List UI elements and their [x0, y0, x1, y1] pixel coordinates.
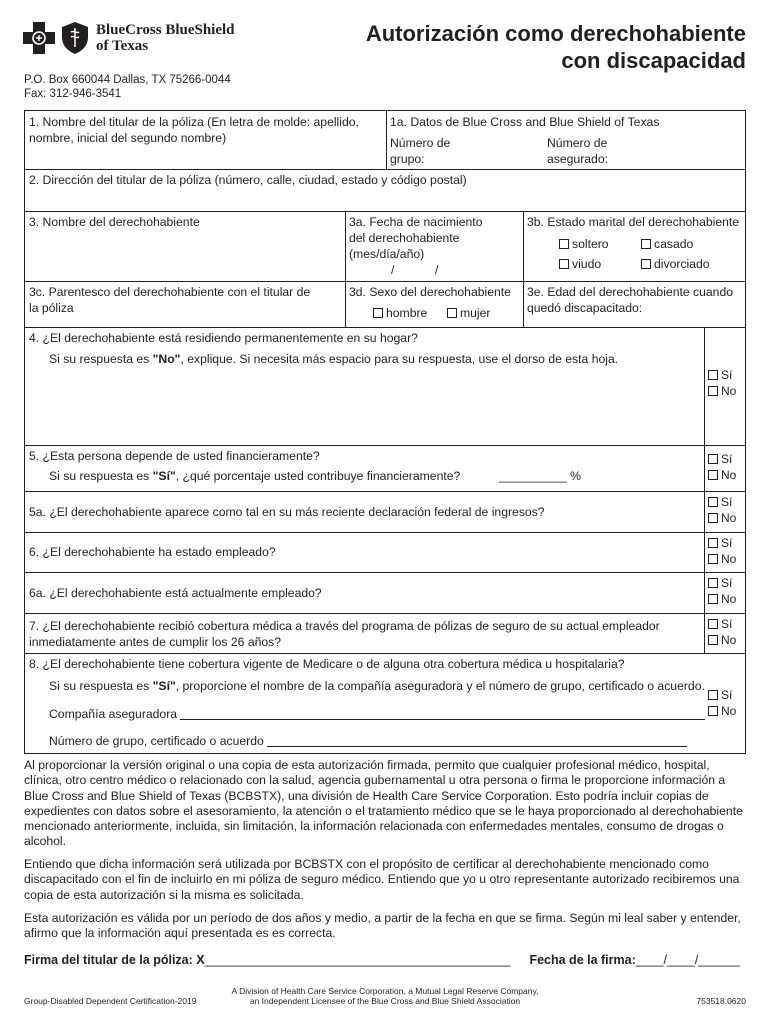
authorization-paragraph-1: Al proporcionar la versión original o una copia de esta autorización firmada, permito que cualquier profesional médico, hospital, clínica, otro centro médico o relacionado con la salud, agencia gubernamental u otra persona o firma le proporcione información a Blue Cross and Blue Shield of Texas (BCBSTX), una división de Health Care Service Corporation. Esto podría incluir copias de expedientes con datos sobre el asesoramiento, la atención o el tratamiento médico que se le haya proporcionado al derechohabiente mencionado anteriormente, incluida, sin limitación, la información relacionada con enfermedades mentales, consumo de drogas o alcohol.	[24, 758, 743, 849]
q7-yes-no[interactable]: Sí No	[708, 616, 736, 648]
checkbox-single[interactable]	[559, 239, 569, 249]
group-certificate-field[interactable]: Número de grupo, certificado o acuerdo	[45, 730, 705, 749]
option-divorced[interactable]	[637, 253, 710, 272]
question-8: 8. ¿El derechohabiente tiene cobertura vigente de Medicare o de alguna otra cobertura médica u hospitalaria?	[29, 657, 625, 671]
form-code: Group-Disabled Dependent Certification-2019	[24, 996, 197, 1006]
percentage-blank[interactable]: __________ %	[499, 469, 582, 483]
brand-line-2: of Texas	[96, 38, 149, 54]
option-widowed[interactable]	[555, 253, 601, 272]
company-disclaimer: A Division of Health Care Service Corporation, a Mutual Legal Reserve Company, an Independent Licensee of the Blue Cross and Blue Shield Association	[231, 986, 539, 1006]
question-5-percentage: Si su respuesta es "Sí", ¿qué porcentaje usted contribuye financieramente?	[49, 469, 461, 483]
form-table	[24, 110, 746, 754]
q7-yes-checkbox[interactable]	[708, 619, 718, 629]
authorization-paragraph-2: Entiendo que dicha información será utilizada por BCBSTX con el propósito de certificar al derechohabiente mencionado como discapacitado con el fin de incluirlo en mi póliza de seguro médico. Entiendo que yo u otro representante autorizado recibiremos una copia de esta autorización si la misma es solicitada.	[24, 857, 740, 902]
field-3-dependent-name[interactable]: 3. Nombre del derechohabiente	[29, 215, 200, 229]
question-7: 7. ¿El derechohabiente recibió cobertura médica a través del programa de pólizas de seguro de su actual empleador inmediatamente antes de cumplir los 26 años?	[29, 619, 660, 649]
date-line[interactable]: ____/____/______	[635, 953, 741, 967]
q6a-no-checkbox[interactable]	[708, 594, 718, 604]
document-number: 753518.0620	[696, 996, 746, 1006]
divorced-label: divorciado	[654, 257, 710, 271]
q6-no-checkbox[interactable]	[708, 554, 718, 564]
single-label: soltero	[572, 237, 609, 251]
blue-cross-icon	[22, 21, 56, 55]
date-label: Fecha de la firma:	[529, 953, 636, 967]
field-1a-bcbstx-data: 1a. Datos de Blue Cross and Blue Shield of Texas	[390, 115, 660, 129]
checkbox-male[interactable]	[373, 308, 383, 318]
male-label: hombre	[386, 306, 428, 320]
q8-yes-no[interactable]: Sí No	[708, 687, 736, 719]
question-5: 5. ¿Esta persona depende de usted financieramente?	[29, 449, 320, 463]
option-male[interactable]	[369, 302, 427, 321]
checkbox-female[interactable]	[447, 308, 457, 318]
option-female[interactable]	[443, 302, 490, 321]
q5-yes-no[interactable]: Sí No	[708, 451, 736, 483]
q6a-yes-no[interactable]: Sí No	[708, 575, 736, 607]
question-8-details: Si su respuesta es "Sí", proporcione el nombre de la compañía aseguradora y el número de grupo, certificado o acuerdo.	[49, 679, 705, 693]
female-label: mujer	[460, 306, 491, 320]
field-3c-relationship[interactable]: 3c. Parentesco del derechohabiente con el titular de la póliza	[29, 285, 311, 315]
q6-yes-no[interactable]: Sí No	[708, 535, 736, 567]
bcbs-logo	[22, 18, 242, 58]
group-number-field[interactable]: Número de grupo:	[390, 136, 451, 166]
form-title	[366, 20, 746, 74]
field-3e-age-disabled[interactable]: 3e. Edad del derechohabiente cuando quedó discapacitado:	[527, 285, 734, 315]
q4-no-checkbox[interactable]	[708, 386, 718, 396]
question-4-explain: Si su respuesta es "No", explique. Si necesita más espacio para su respuesta, use el dorso de esta hoja.	[49, 352, 619, 366]
checkbox-divorced[interactable]	[641, 259, 651, 269]
mailing-address	[24, 73, 231, 101]
option-single[interactable]	[555, 233, 609, 252]
checkbox-widowed[interactable]	[559, 259, 569, 269]
q4-yes-checkbox[interactable]	[708, 370, 718, 380]
signature-row	[24, 953, 746, 967]
brand-line-1: BlueCross BlueShield	[96, 22, 235, 38]
authorization-paragraph-3: Esta autorización es válida por un período de dos años y medio, a partir de la fecha en que se firma. Según mi leal saber y entender, afirmo que la información aquí presentada es es correcta.	[24, 911, 741, 941]
q5a-yes-no[interactable]: Sí No	[708, 494, 736, 526]
q4-yes-no[interactable]: Sí No	[708, 367, 736, 399]
q5-no-checkbox[interactable]	[708, 470, 718, 480]
insurer-field[interactable]: Compañía aseguradora	[45, 703, 705, 722]
q5a-no-checkbox[interactable]	[708, 513, 718, 523]
q8-no-checkbox[interactable]	[708, 706, 718, 716]
married-label: casado	[654, 237, 694, 251]
signature-label: Firma del titular de la póliza: X	[24, 953, 205, 967]
q8-yes-checkbox[interactable]	[708, 690, 718, 700]
field-3d-sex: 3d. Sexo del derechohabiente	[349, 285, 511, 299]
field-3b-marital-status: 3b. Estado marital del derechohabiente	[527, 215, 740, 229]
member-number-field[interactable]: Número de asegurado:	[547, 136, 608, 166]
q5-yes-checkbox[interactable]	[708, 454, 718, 464]
q6a-yes-checkbox[interactable]	[708, 578, 718, 588]
field-1-policyholder-name[interactable]: 1. Nombre del titular de la póliza (En letra de molde: apellido, nombre, inicial del segundo nombre)	[29, 115, 359, 145]
field-3a-birth-date[interactable]: 3a. Fecha de nacimiento del derechohabiente (mes/día/año)	[349, 215, 483, 261]
widowed-label: viudo	[572, 257, 602, 271]
q7-no-checkbox[interactable]	[708, 635, 718, 645]
question-5a: 5a. ¿El derechohabiente aparece como tal en su más reciente declaración federal de ingresos?	[29, 505, 545, 519]
po-box: P.O. Box 660044 Dallas, TX 75266-0044	[24, 74, 231, 86]
question-6: 6. ¿El derechohabiente ha estado empleado?	[29, 545, 276, 559]
blue-shield-icon	[60, 21, 90, 55]
birth-date-slashes: / /	[391, 263, 439, 277]
fax-number: Fax: 312-946-3541	[24, 88, 122, 100]
q6-yes-checkbox[interactable]	[708, 538, 718, 548]
option-married[interactable]	[637, 233, 693, 252]
question-6a: 6a. ¿El derechohabiente está actualmente empleado?	[29, 586, 322, 600]
checkbox-married[interactable]	[641, 239, 651, 249]
title-line-1: Autorización como derechohabiente	[365, 21, 746, 46]
question-4: 4. ¿El derechohabiente está residiendo permanentemente en su hogar?	[29, 331, 418, 345]
q5a-yes-checkbox[interactable]	[708, 497, 718, 507]
field-2-policyholder-address[interactable]: 2. Dirección del titular de la póliza (número, calle, ciudad, estado y código postal)	[29, 173, 467, 187]
title-line-2: con discapacidad	[561, 48, 746, 73]
signature-line[interactable]: ____________________________________________	[204, 953, 511, 967]
